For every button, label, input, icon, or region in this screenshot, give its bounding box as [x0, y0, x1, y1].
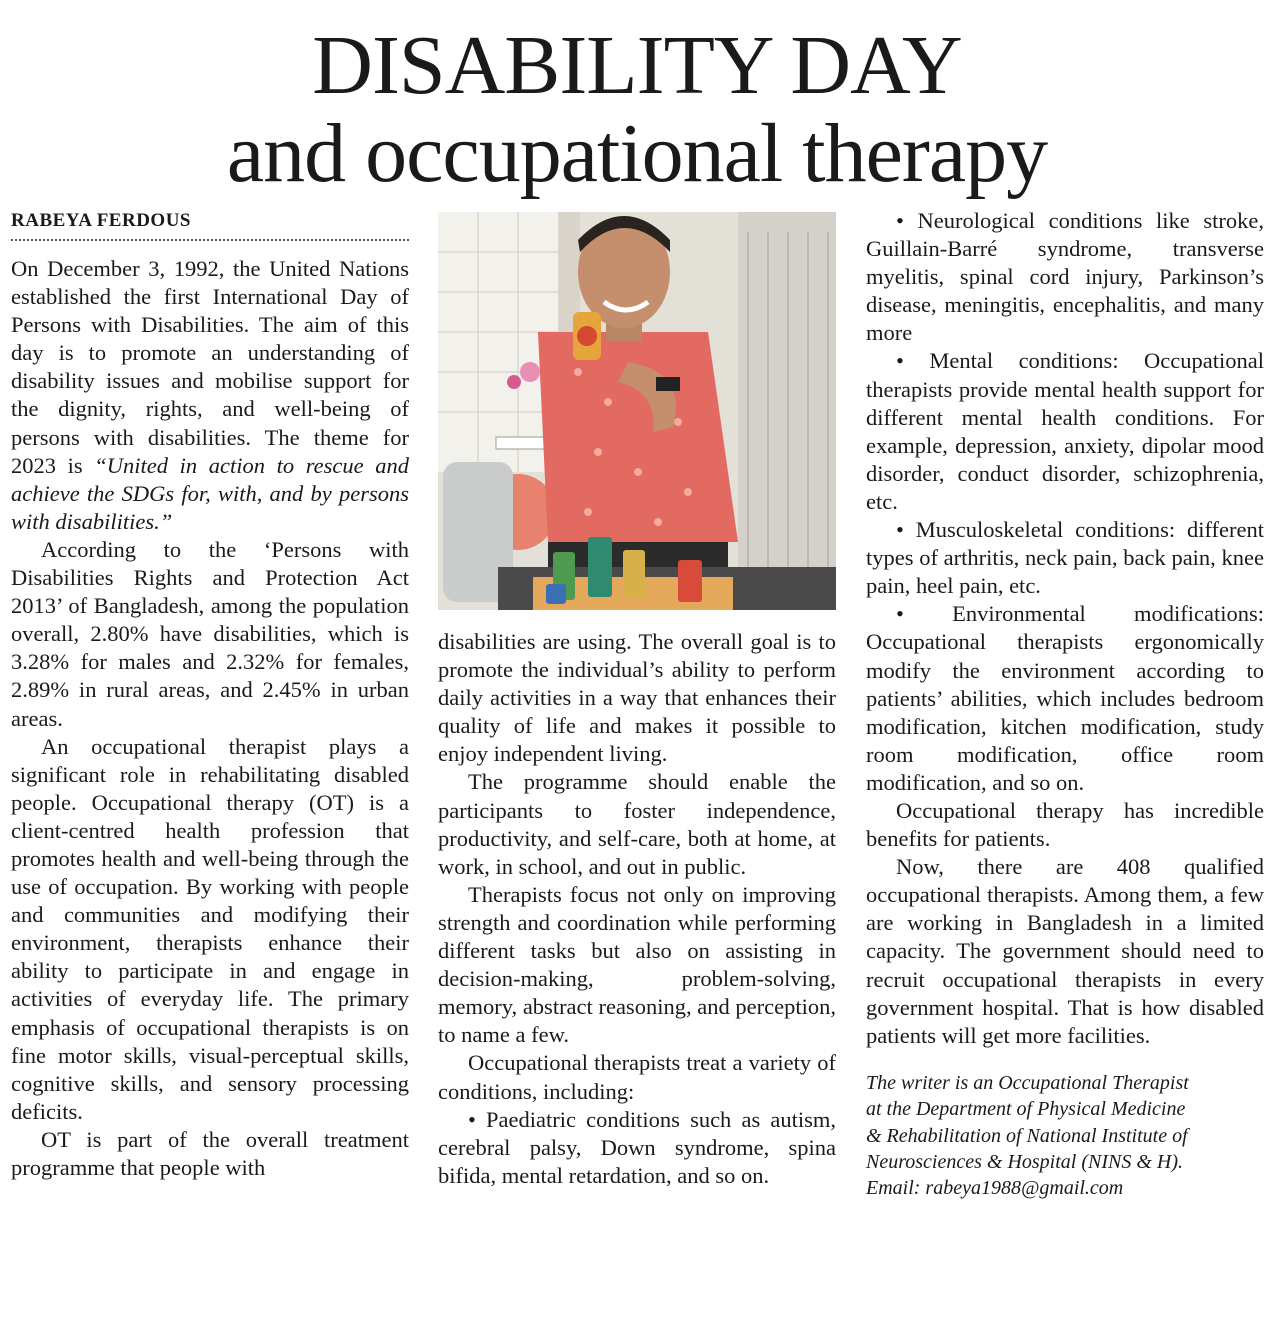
- photo-illustration: [438, 212, 836, 610]
- theme-quote: “United in action to rescue and achieve the SDGs for, with, and by persons with disabilities.”: [11, 452, 409, 534]
- paragraph-statistics: According to the ‘Persons with Disabilities Rights and Protection Act 2013’ of Bangladesh, among the population overall, 2.80% have disabilities, which is 3.28% for males and 2.32% for females, 2.89% in rural areas, and 2.45% in urban areas.: [11, 536, 409, 731]
- bullet-musculoskeletal: • Musculoskeletal conditions: different types of arthritis, neck pain, back pain, knee pain, heel pain, etc.: [866, 517, 1264, 599]
- author-note: [866, 1070, 1264, 1202]
- bullet-neurological: • Neurological conditions like stroke, Guillain-Barré syndrome, transverse myelitis, spinal cord injury, Parkinson’s disease, meningitis, encephalitis, and many more: [866, 208, 1264, 346]
- paragraph-benefits: Occupational therapy has incredible benefits for patients.: [866, 797, 1264, 852]
- paragraph-overall-goal: disabilities are using. The overall goal is to promote the individual’s ability to perform daily activities in a way that enhances their quality of life and makes it possible to enjoy independent living.: [438, 629, 836, 767]
- author-note-line-4: Neurosciences & Hospital (NINS & H).: [866, 1151, 1184, 1174]
- author-note-line-3: & Rehabilitation of National Institute of: [866, 1124, 1188, 1147]
- article-photo: [438, 212, 836, 610]
- bullet-paediatric: • Paediatric conditions such as autism, cerebral palsy, Down syndrome, spina bifida, mental retardation, and so on.: [438, 1106, 836, 1188]
- paragraph-therapists-focus: Therapists focus not only on improving strength and coordination while performing different tasks but also on assisting in decision-making, problem-solving, memory, abstract reasoning, and perception, to name a few.: [438, 881, 836, 1048]
- article-column-1: [11, 207, 409, 1182]
- paragraph-treatment-programme: OT is part of the overall treatment programme that people with: [11, 1126, 409, 1180]
- headline-line-2: and occupational therapy: [226, 107, 1048, 200]
- paragraph-qualified-therapists: Now, there are 408 qualified occupational therapists. Among them, a few are working in Bangladesh in a limited capacity. The government should need to recruit occupational therapists in every government hospital. That is how disabled patients will get more facilities.: [866, 854, 1264, 1048]
- author-note-line-1: The writer is an Occupational Therapist: [866, 1071, 1189, 1094]
- author-email: Email: rabeya1988@gmail.com: [866, 1177, 1124, 1200]
- headline-line-1: DISABILITY DAY: [312, 19, 962, 112]
- headline: [0, 19, 1274, 200]
- paragraph-conditions-intro: Occupational therapists treat a variety of conditions, including:: [438, 1050, 836, 1104]
- intro-text: On December 3, 1992, the United Nations established the first International Day of Persons with Disabilities. The aim of this day is to promote an understanding of disability issues and mobilise support for the dignity, rights, and well-being of persons with disabilities. The theme for 2023 is: [11, 256, 409, 478]
- author-note-line-2: at the Department of Physical Medicine: [866, 1098, 1186, 1121]
- bullet-mental: • Mental conditions: Occupational therapists provide mental health support for different mental health conditions. For example, depression, anxiety, dipolar mood disorder, conduct disorder, schizophrenia, etc.: [866, 348, 1264, 514]
- paragraph-programme: The programme should enable the participants to foster independence, productivity, and self-care, both at home, at work, in school, and out in public.: [438, 769, 836, 879]
- paragraph-occupational-therapist: An occupational therapist plays a significant role in rehabilitating disabled people. Occupational therapy (OT) is a client-centred health profession that promotes health and well-being through the use of occupation. By working with people and communities and modifying their environment, therapists enhance their ability to participate in and engage in activities of everyday life. The primary emphasis of occupational therapists is on fine motor skills, visual-perceptual skills, cognitive skills, and sensory processing deficits.: [11, 733, 409, 1124]
- article-column-3: [866, 207, 1264, 1202]
- paragraph-intro: [11, 255, 409, 536]
- article-column-2: [438, 628, 836, 1190]
- bullet-environmental: • Environmental modifications: Occupational therapists ergonomically modify the environment according to patients’ abilities, which includes bedroom modification, kitchen modification, study room modification, office room modification, and so on.: [866, 601, 1264, 795]
- byline: RABEYA FERDOUS: [11, 207, 409, 241]
